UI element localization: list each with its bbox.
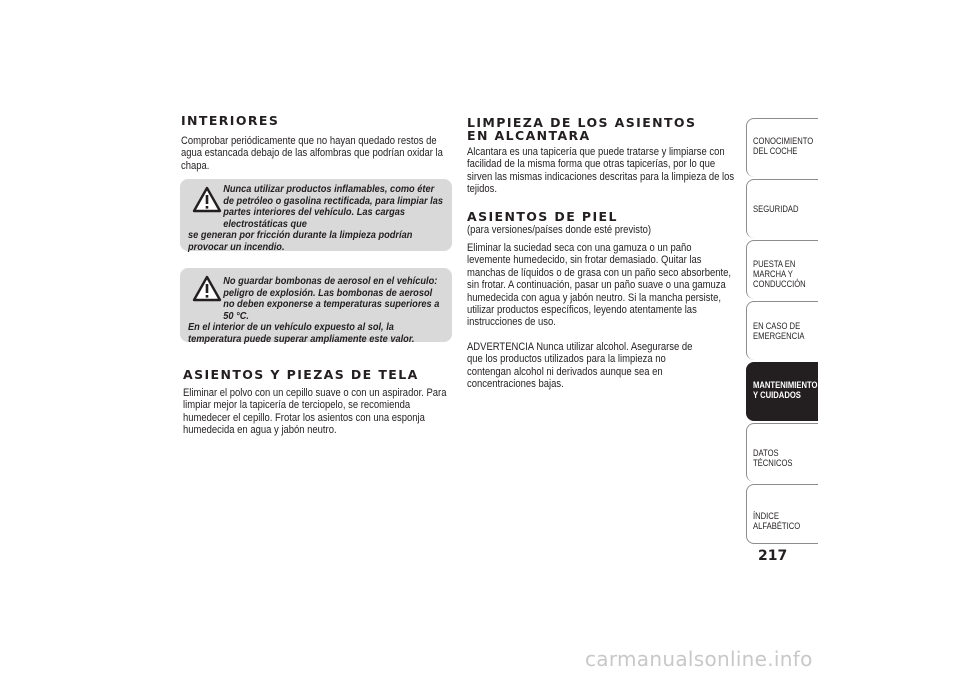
tab-label: MANTENIMIENTO Y CUIDADOS [753, 380, 818, 400]
warning-text-flammable [188, 184, 443, 254]
tab-seguridad[interactable] [746, 179, 818, 238]
alcantara-heading: LIMPIEZA DE LOS ASIENTOS EN ALCANTARA [467, 115, 697, 143]
tab-label: ÍNDICE ALFABÉTICO [753, 511, 801, 531]
tela-heading: ASIENTOS Y PIEZAS DE TELA [183, 367, 419, 382]
tab-en-caso-de-emergencia[interactable] [746, 301, 818, 360]
tab-datos-tecnicos[interactable] [746, 423, 818, 482]
warning-box-aerosol [180, 268, 452, 345]
piel-note: (para versiones/países donde esté previsto) [467, 223, 652, 236]
interiores-heading: INTERIORES [181, 113, 280, 128]
piel-text: Eliminar la suciedad seca con una gamuza o un paño levemente humedecido, sin frotar demasiado. Quitar las manchas de líquidos o de grasa con un paño seco absorbente, sin frotar. A continuación, pasar un paño suave o una gamuza humedecida con agua y jabón neutro. Si la mancha persiste, utilizar productos específicos, leyendo atentamente las instrucciones de uso. [467, 242, 732, 329]
left-column [181, 114, 453, 172]
warning-text-flammable-indent: Nunca utilizar productos inflamables, como éter de petróleo o gasolina rectificada, para limpiar las partes interiores del vehículo. Las cargas electrostáticas que [223, 183, 443, 230]
advertencia-text: ADVERTENCIA Nunca utilizar alcohol. Asegurarse de que los productos utilizados para la limpieza no contengan alcohol ni derivados aunque sea en concentraciones bajas. [467, 340, 693, 391]
tab-label: EN CASO DE EMERGENCIA [753, 321, 805, 341]
warning-text-aerosol [188, 276, 443, 346]
watermark: carmanualsonline.info [585, 647, 813, 671]
warning-text-aerosol-indent: No guardar bombonas de aerosol en el vehículo: peligro de explosión. Las bombonas de aerosol no deben exponerse a temperaturas superiores a 50 °C. [223, 275, 440, 322]
piel-heading: ASIENTOS DE PIEL [467, 208, 618, 224]
warning-text-flammable-rest: se generan por fricción durante la limpieza podrían provocar un incendio. [188, 229, 413, 253]
warning-box-flammable [180, 179, 452, 251]
tab-label: PUESTA EN MARCHA Y CONDUCCIÓN [753, 259, 806, 289]
tela-section [183, 368, 455, 437]
page-number: 217 [758, 548, 788, 564]
tab-indice-alfabetico[interactable] [746, 484, 818, 544]
tab-label: SEGURIDAD [753, 204, 799, 214]
tab-puesta-en-marcha[interactable] [746, 240, 818, 299]
tab-label: CONOCIMIENTO DEL COCHE [753, 136, 814, 156]
interiores-text: Comprobar periódicamente que no hayan quedado restos de agua estancada debajo de las alfombras que podrían oxidar la chapa. [181, 135, 443, 172]
tab-label: DATOS TÉCNICOS [753, 448, 793, 468]
tab-conocimiento-del-coche[interactable] [746, 118, 818, 177]
right-column [467, 116, 737, 391]
tab-mantenimiento-y-cuidados[interactable] [746, 362, 818, 421]
warning-text-aerosol-rest: En el interior de un vehículo expuesto al sol, la temperatura puede superar ampliamente este valor. [188, 321, 415, 345]
alcantara-text: Alcantara es una tapicería que puede tratarse y limpiarse con facilidad de la misma forma que otras tapicerías, por lo que sirven las mismas indicaciones descritas para la limpieza de los tejidos. [467, 146, 735, 196]
tela-text: Eliminar el polvo con un cepillo suave o con un aspirador. Para limpiar mejor la tapicería de terciopelo, se recomienda humedecer el cepillo. Frotar los asientos con una esponja humedecida en agua y jabón neutro. [183, 387, 447, 437]
